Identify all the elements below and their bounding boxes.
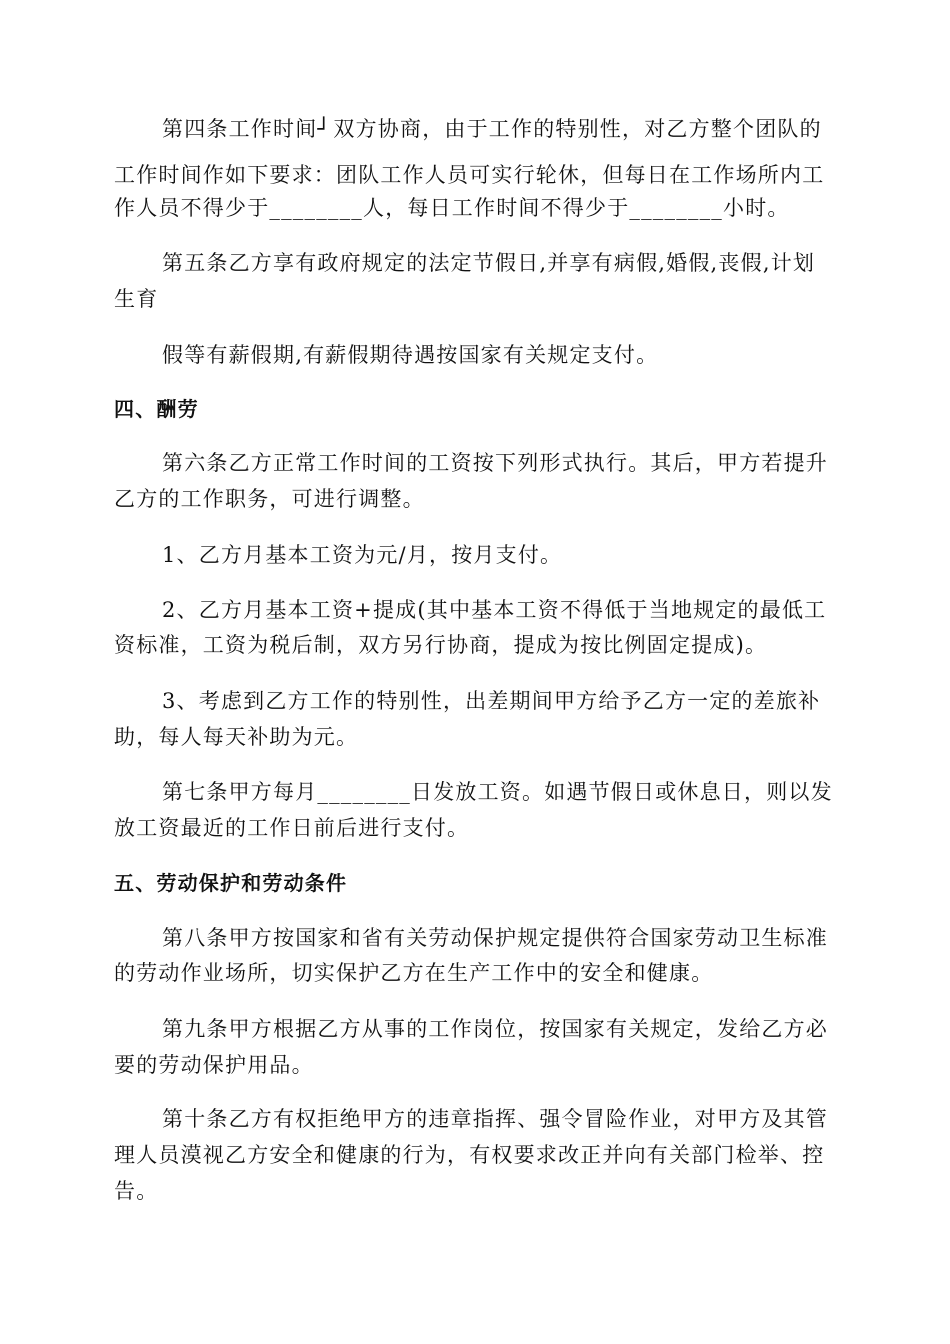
article-4-line-1 xyxy=(162,114,822,144)
article-9-line-1: 第九条甲方根据乙方从事的工作岗位，按国家有关规定，发给乙方必 xyxy=(162,1017,828,1041)
article-7-line-2: 放工资最近的工作日前后进行支付。 xyxy=(114,816,470,840)
article-6-line-1: 第六条乙方正常工作时间的工资按下列形式执行。其后，甲方若提升 xyxy=(162,451,828,475)
article-10-line-2: 理人员漠视乙方安全和健康的行为，有权要求改正并向有关部门检举、控 xyxy=(114,1143,825,1167)
list-item-1: 1、乙方月基本工资为元/月，按月支付。 xyxy=(162,543,563,567)
article-9-line-2: 要的劳动保护用品。 xyxy=(114,1053,314,1077)
article-4-line-3: 作人员不得少于________人，每日工作时间不得少于________小时。 xyxy=(114,196,790,220)
section-4-heading: 四、酬劳 xyxy=(114,397,199,421)
list-item-3-line-2: 助，每人每天补助为元。 xyxy=(114,725,359,749)
article-7-line-1: 第七条甲方每月________日发放工资。如遇节假日或休息日，则以发 xyxy=(162,780,833,804)
article-8-line-1: 第八条甲方按国家和省有关劳动保护规定提供符合国家劳动卫生标准 xyxy=(162,926,828,950)
article-10-line-3: 告。 xyxy=(114,1179,159,1203)
list-item-2-line-2: 资标准，工资为税后制，双方另行协商，提成为按比例固定提成)。 xyxy=(114,633,768,657)
section-5-heading: 五、劳动保护和劳动条件 xyxy=(114,871,348,895)
article-10-line-1: 第十条乙方有权拒绝甲方的违章指挥、强令冒险作业，对甲方及其管 xyxy=(162,1107,828,1131)
article-5-line-1: 第五条乙方享有政府规定的法定节假日,并享有病假,婚假,丧假,计划 xyxy=(162,251,816,275)
list-item-2-line-1: 2、乙方月基本工资+提成(其中基本工资不得低于当地规定的最低工 xyxy=(162,598,827,622)
article-4-text: 双方协商，由于工作的特别性，对乙方整个团队的 xyxy=(333,117,822,141)
list-item-3-line-1: 3、考虑到乙方工作的特别性，出差期间甲方给予乙方一定的差旅补 xyxy=(162,689,821,713)
article-4-line-2: 工作时间作如下要求：团队工作人员可实行轮休，但每日在工作场所内工 xyxy=(114,163,825,187)
article-8-line-2: 的劳动作业场所，切实保护乙方在生产工作中的安全和健康。 xyxy=(114,961,714,985)
article-5-line-3: 假等有薪假期,有薪假期待遇按国家有关规定支付。 xyxy=(162,343,659,367)
paragraph-mark-icon: ┘ xyxy=(317,117,332,141)
article-5-line-2: 生育 xyxy=(114,287,159,311)
article-4-title-text: 第四条工作时间 xyxy=(162,117,318,141)
article-6-line-2: 乙方的工作职务，可进行调整。 xyxy=(114,487,425,511)
